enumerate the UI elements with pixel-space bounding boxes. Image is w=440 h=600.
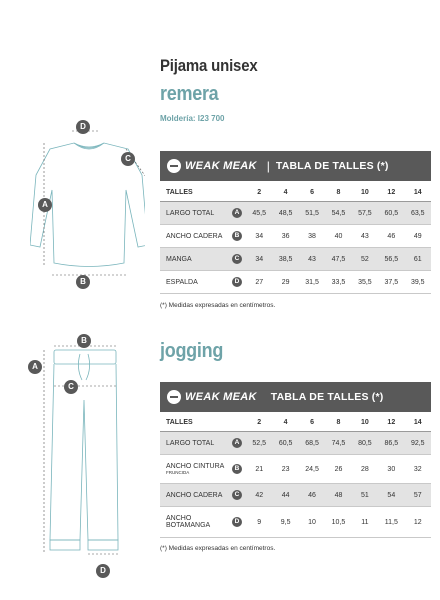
- remera-letter-b: B: [76, 275, 90, 289]
- cell: 46: [387, 232, 396, 240]
- brand-name: WEAK MEAK: [185, 160, 257, 172]
- remera-letter-d: D: [76, 120, 90, 134]
- cell: 32: [413, 465, 422, 473]
- cell: 23: [281, 465, 290, 473]
- cell: 26: [334, 465, 343, 473]
- cell: 34: [255, 232, 264, 240]
- cell: 48,5: [272, 202, 298, 225]
- cell: 21: [255, 465, 264, 473]
- cell: 54: [378, 484, 404, 507]
- size-col: 2: [257, 188, 262, 196]
- remera-note: (*) Medidas expresadas en centímetros.: [160, 302, 276, 309]
- cell: 34: [246, 248, 272, 271]
- cell: 38: [308, 232, 316, 240]
- size-col: 10: [361, 418, 369, 426]
- cell: 49: [413, 232, 422, 240]
- banner-separator: |: [266, 159, 270, 173]
- cell: 33,5: [331, 278, 346, 286]
- cell: 24,5: [305, 465, 319, 473]
- cell: 27: [255, 278, 264, 286]
- jogging-banner-title: TABLA DE TALLES (*): [270, 391, 384, 403]
- jogging-letter-c: C: [64, 380, 78, 394]
- cell: 40: [334, 232, 343, 240]
- jogging-size-table: [160, 413, 431, 538]
- table-row: [160, 202, 431, 225]
- row-label: LARGO TOTAL: [160, 202, 228, 225]
- cell: 36: [281, 232, 290, 240]
- size-col: 14: [413, 418, 422, 426]
- table-row: [160, 271, 431, 294]
- letter-badge: C: [232, 490, 242, 500]
- letter-badge: B: [232, 231, 242, 241]
- letter-badge: D: [232, 277, 242, 287]
- cell: 10: [308, 518, 316, 526]
- size-header: TALLES: [166, 418, 193, 426]
- row-label: ANCHO CADERA: [166, 232, 223, 240]
- jogging-letter-a: A: [28, 360, 42, 374]
- cell: 31,5: [305, 278, 319, 286]
- cell: 61: [405, 248, 431, 271]
- cell: 60,5: [378, 202, 404, 225]
- cell: 38,5: [272, 248, 298, 271]
- cell: 56,5: [378, 248, 404, 271]
- size-col: 8: [336, 188, 341, 196]
- remera-table-banner: [160, 151, 431, 181]
- row-label: MANGA: [160, 248, 228, 271]
- size-col: 4: [283, 418, 288, 426]
- cell: 92,5: [405, 432, 431, 455]
- cell: 12: [413, 518, 422, 526]
- cell: 35,5: [358, 278, 372, 286]
- cell: 54,5: [325, 202, 351, 225]
- jogging-note: (*) Medidas expresadas en centímetros.: [160, 545, 276, 552]
- cell: 43: [361, 232, 369, 240]
- size-col: 2: [257, 418, 262, 426]
- cell: 57: [405, 484, 431, 507]
- cell: 48: [325, 484, 351, 507]
- cell: 46: [299, 484, 325, 507]
- size-header: TALLES: [166, 188, 193, 196]
- table-row: [160, 484, 431, 507]
- cell: 30: [387, 465, 396, 473]
- row-label: ESPALDA: [166, 278, 198, 286]
- cell: 11: [361, 518, 369, 526]
- brand-logo-icon: [167, 159, 181, 173]
- table-row: [160, 248, 431, 271]
- cell: 9,5: [280, 518, 291, 526]
- cell: 28: [361, 465, 369, 473]
- letter-badge: C: [232, 254, 242, 264]
- jogging-table-banner: [160, 382, 431, 412]
- cell: 63,5: [405, 202, 431, 225]
- remera-banner-title: TABLA DE TALLES (*): [275, 160, 389, 172]
- cell: 52: [352, 248, 378, 271]
- cell: 45,5: [246, 202, 272, 225]
- row-label: ANCHO BOTAMANGA: [166, 515, 211, 529]
- molderia-code: Moldería: I23 700: [160, 114, 225, 123]
- cell: 43: [299, 248, 325, 271]
- size-col: 8: [336, 418, 341, 426]
- table-row: [160, 225, 431, 248]
- table-row: [160, 455, 431, 484]
- remera-letter-a: A: [38, 198, 52, 212]
- cell: 37,5: [384, 278, 399, 286]
- cell: 47,5: [325, 248, 351, 271]
- size-col: 4: [283, 188, 288, 196]
- remera-letter-c: C: [121, 152, 135, 166]
- row-label: ANCHO CADERA: [160, 484, 228, 507]
- table-header-row: [160, 413, 431, 432]
- cell: 9: [257, 518, 262, 526]
- cell: 74,5: [325, 432, 351, 455]
- jogging-diagram: [40, 340, 130, 580]
- letter-badge: B: [232, 464, 242, 474]
- cell: 42: [246, 484, 272, 507]
- letter-badge: A: [232, 438, 242, 448]
- cell: 57,5: [352, 202, 378, 225]
- cell: 51: [352, 484, 378, 507]
- letter-badge: D: [232, 517, 242, 527]
- size-col: 14: [413, 188, 422, 196]
- cell: 11,5: [384, 518, 398, 526]
- table-header-row: [160, 183, 431, 202]
- size-col: 6: [310, 418, 314, 426]
- table-row: [160, 507, 431, 538]
- cell: 29: [281, 278, 290, 286]
- jogging-letter-d: D: [96, 564, 110, 578]
- size-col: 12: [387, 188, 396, 196]
- cell: 10,5: [331, 518, 346, 526]
- size-col: 10: [361, 188, 369, 196]
- brand-logo-icon: [167, 390, 181, 404]
- size-col: 6: [310, 188, 314, 196]
- letter-badge: A: [232, 208, 242, 218]
- cell: 44: [272, 484, 298, 507]
- row-label: [160, 455, 228, 484]
- remera-size-table: [160, 183, 431, 294]
- size-col: 12: [387, 418, 396, 426]
- brand-name: WEAK MEAK: [185, 391, 257, 403]
- table-row: [160, 432, 431, 455]
- cell: 86,5: [378, 432, 404, 455]
- cell: 60,5: [272, 432, 298, 455]
- row-sublabel: FRUNCIDA: [166, 470, 190, 475]
- remera-subtitle: remera: [160, 83, 219, 105]
- cell: 68,5: [299, 432, 325, 455]
- cell: 51,5: [299, 202, 325, 225]
- cell: 39,5: [410, 278, 425, 286]
- cell: 80,5: [352, 432, 378, 455]
- row-label: LARGO TOTAL: [160, 432, 228, 455]
- jogging-subtitle: jogging: [160, 340, 224, 362]
- cell: 52,5: [246, 432, 272, 455]
- row-label-text: ANCHO CINTURA: [166, 463, 225, 470]
- page-title: Pijama unisex: [160, 56, 258, 75]
- jogging-letter-b: B: [77, 334, 91, 348]
